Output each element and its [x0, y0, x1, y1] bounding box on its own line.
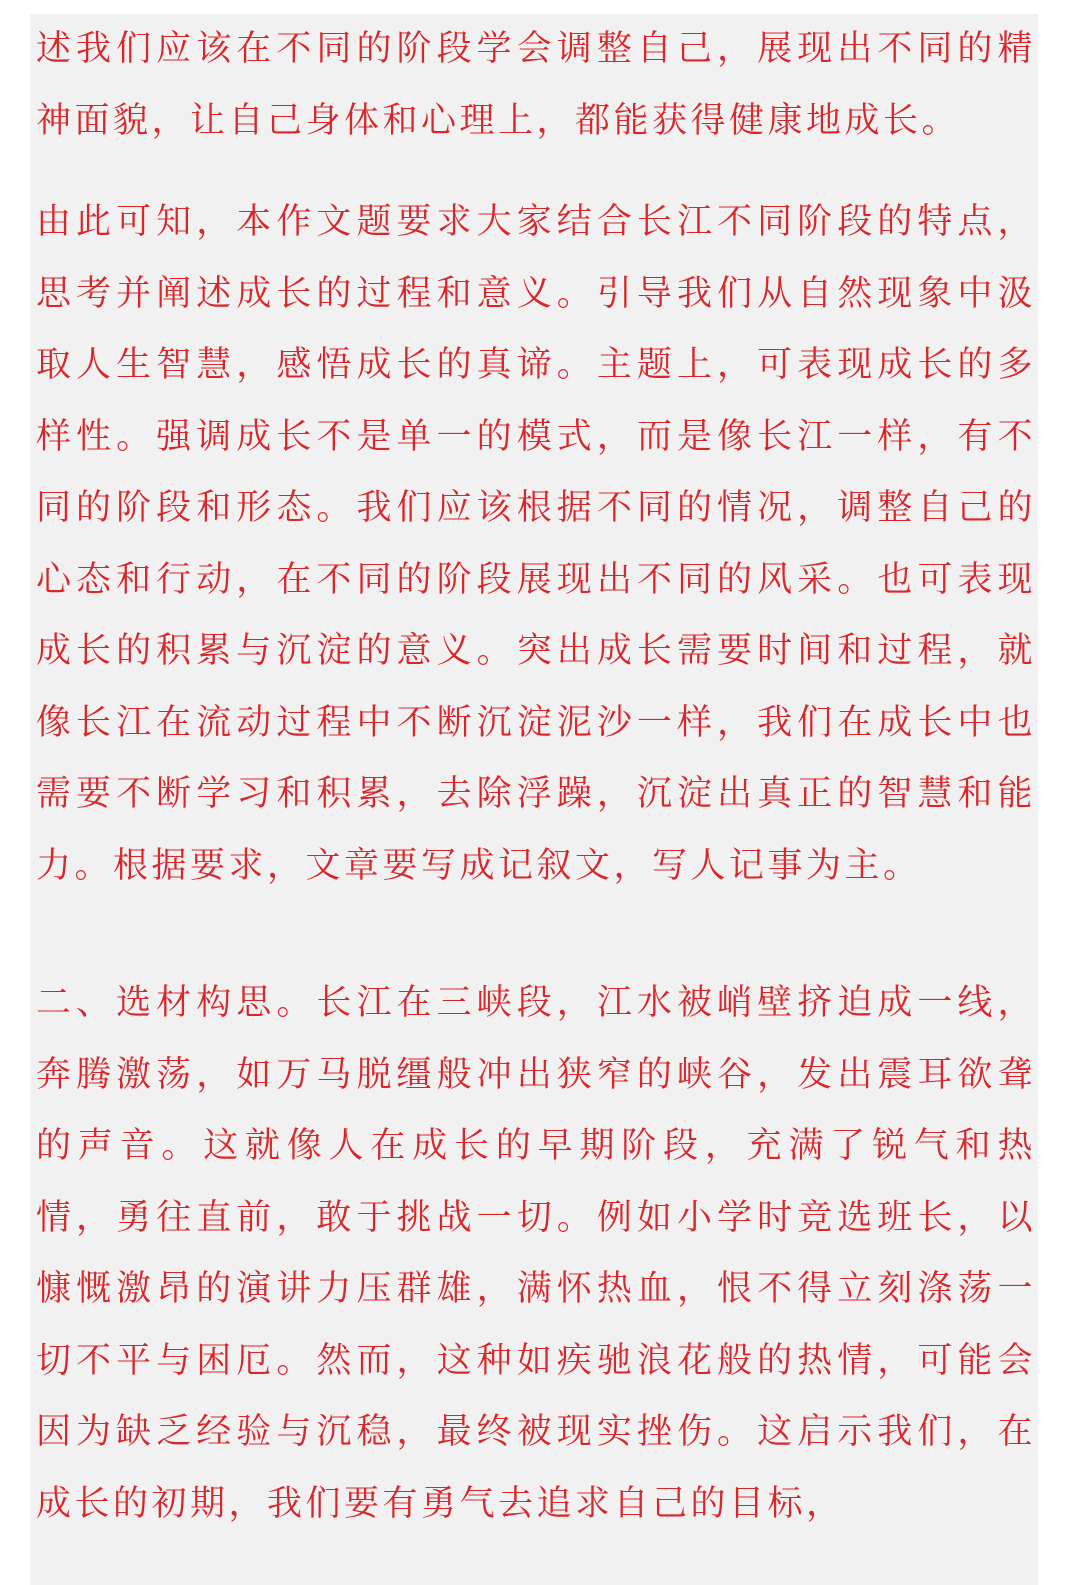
paragraph-1: 述我们应该在不同的阶段学会调整自己，展现出不同的精神面貌，让自己身体和心理上，都能获得健康地成长。	[36, 29, 1036, 141]
document-page	[30, 14, 1038, 1585]
paragraph-3: 二、选材构思。长江在三峡段，江水被峭壁挤迫成一线，奔腾激荡，如万马脱缰般冲出狭窄的峡谷，发出震耳欲聋的声音。这就像人在成长的早期阶段，充满了锐气和热情，勇往直前，敢于挑战一切。例如小学时竞选班长，以慷慨激昂的演讲力压群雄，满怀热血，恨不得立刻涤荡一切不平与困厄。然而，这种如疾驰浪花般的热情，可能会因为缺乏经验与沉稳，最终被现实挫伤。这启示我们，在成长的初期，我们要有勇气去追求自己的目标，	[36, 983, 1036, 1524]
paragraph-2: 由此可知，本作文题要求大家结合长江不同阶段的特点，思考并阐述成长的过程和意义。引导我们从自然现象中汲取人生智慧，感悟成长的真谛。主题上，可表现成长的多样性。强调成长不是单一的模式，而是像长江一样，有不同的阶段和形态。我们应该根据不同的情况，调整自己的心态和行动，在不同的阶段展现出不同的风采。也可表现成长的积累与沉淀的意义。突出成长需要时间和过程，就像长江在流动过程中不断沉淀泥沙一样，我们在成长中也需要不断学习和积累，去除浮躁，沉淀出真正的智慧和能力。根据要求，文章要写成记叙文，写人记事为主。	[36, 202, 1036, 886]
